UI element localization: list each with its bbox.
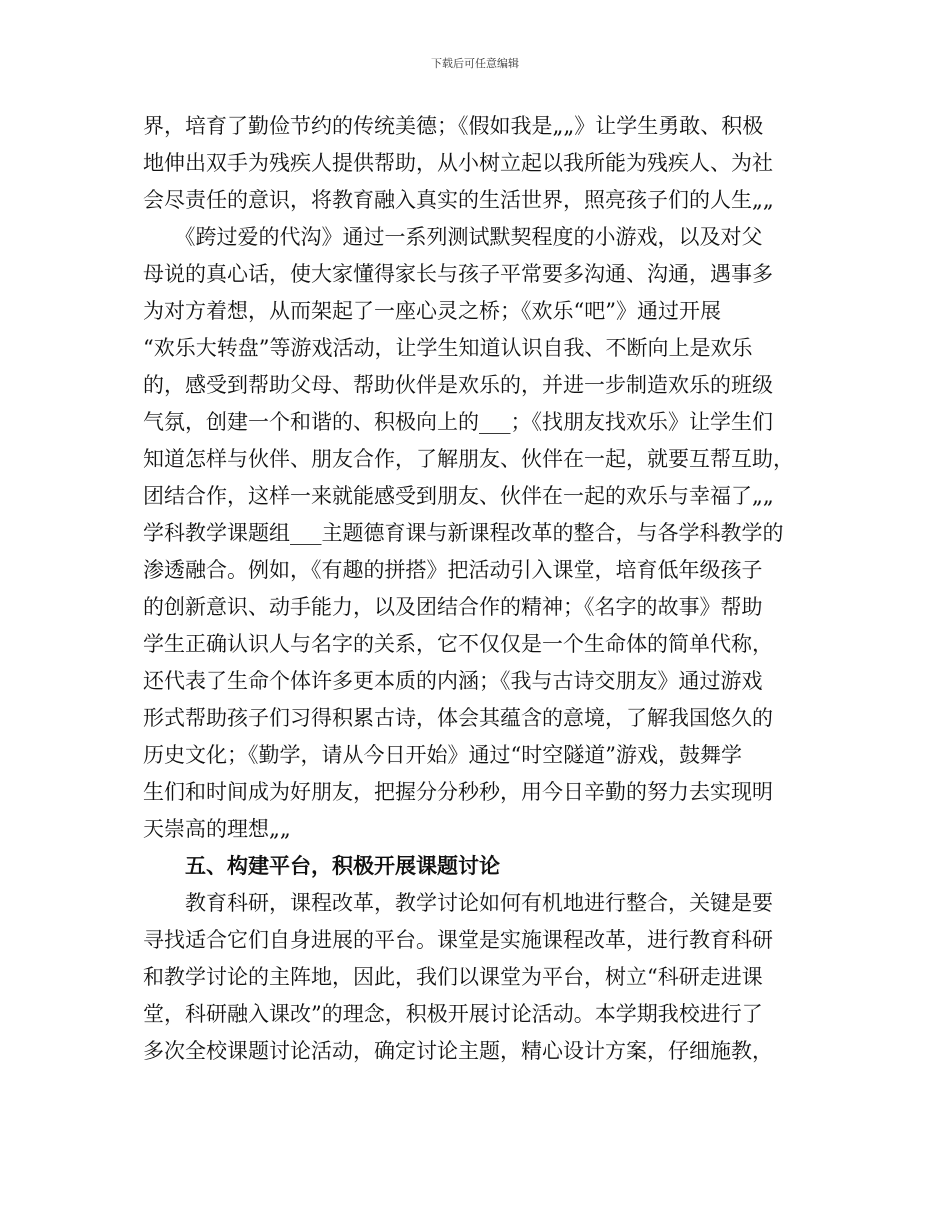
- text-line: 地伸出双手为残疾人提供帮助，从小树立起以我所能为残疾人、为社: [143, 151, 773, 175]
- text-line: 渗透融合。例如，《有趣的拼搭》把活动引入课堂，培育低年级孩子: [143, 558, 763, 582]
- text-line: 母说的真心话，使大家懂得家长与孩子平常要多沟通、沟通，遇事多: [143, 262, 773, 286]
- text-line: 学生正确认识人与名字的关系，它不仅仅是一个生命体的简单代称，: [143, 632, 773, 656]
- text-line: 和教学讨论的主阵地，因此，我们以课堂为平台，树立“科研走进课: [143, 965, 763, 989]
- text-line: 寻找适合它们自身进展的平台。课堂是实施课程改革，进行教育科研: [143, 928, 773, 952]
- text-line: 为对方着想，从而架起了一座心灵之桥；《欢乐“吧”》通过开展: [143, 299, 721, 323]
- page-header: 下载后可任意编辑: [431, 57, 519, 70]
- text-line: 还代表了生命个体许多更本质的内涵；《我与古诗交朋友》通过游戏: [143, 669, 763, 693]
- text-line: 堂，科研融入课改”的理念，积极开展讨论活动。本学期我校进行了: [143, 1002, 763, 1026]
- text-line: 多次全校课题讨论活动，确定讨论主题，精心设计方案，仔细施教，: [143, 1039, 773, 1063]
- text-line: 生们和时间成为好朋友，把握分分秒秒，用今日辛勤的努力去实现明: [143, 780, 773, 804]
- text-line: 的，感受到帮助父母、帮助伙伴是欢乐的，并进一步制造欢乐的班级: [143, 373, 773, 397]
- text-line: 的创新意识、动手能力，以及团结合作的精神；《名字的故事》帮助: [143, 595, 763, 619]
- text-line: 《跨过爱的代沟》通过一系列测试默契程度的小游戏，以及对父: [143, 225, 763, 249]
- text-line: 历史文化；《勤学，请从今日开始》通过“时空隧道”游戏，鼓舞学: [143, 743, 742, 767]
- text-line: 教育科研，课程改革，教学讨论如何有机地进行整合，关键是要: [143, 891, 773, 915]
- text-line: 知道怎样与伙伴、朋友合作，了解朋友、伙伴在一起，就要互帮互助，: [143, 447, 794, 471]
- document-body: [143, 108, 811, 1070]
- text-line: 气氛，创建一个和谐的、积极向上的___；《找朋友找欢乐》让学生们: [143, 410, 773, 434]
- text-line: 界，培育了勤俭节约的传统美德；《假如我是„„》让学生勇敢、积极: [143, 114, 764, 138]
- section-heading: 五、构建平台，积极开展课题讨论: [143, 854, 500, 878]
- text-line: “欢乐大转盘”等游戏活动，让学生知道认识自我、不断向上是欢乐: [143, 336, 753, 360]
- text-line: 形式帮助孩子们习得积累古诗，体会其蕴含的意境，了解我国悠久的: [143, 706, 773, 730]
- text-line: 天崇高的理想„„: [143, 817, 291, 841]
- text-line: 团结合作，这样一来就能感受到朋友、伙伴在一起的欢乐与幸福了„„: [143, 484, 774, 508]
- text-line: 会尽责任的意识，将教育融入真实的生活世界，照亮孩子们的人生„„: [143, 188, 774, 212]
- text-line: 学科教学课题组___主题德育课与新课程改革的整合，与各学科教学的: [143, 521, 784, 545]
